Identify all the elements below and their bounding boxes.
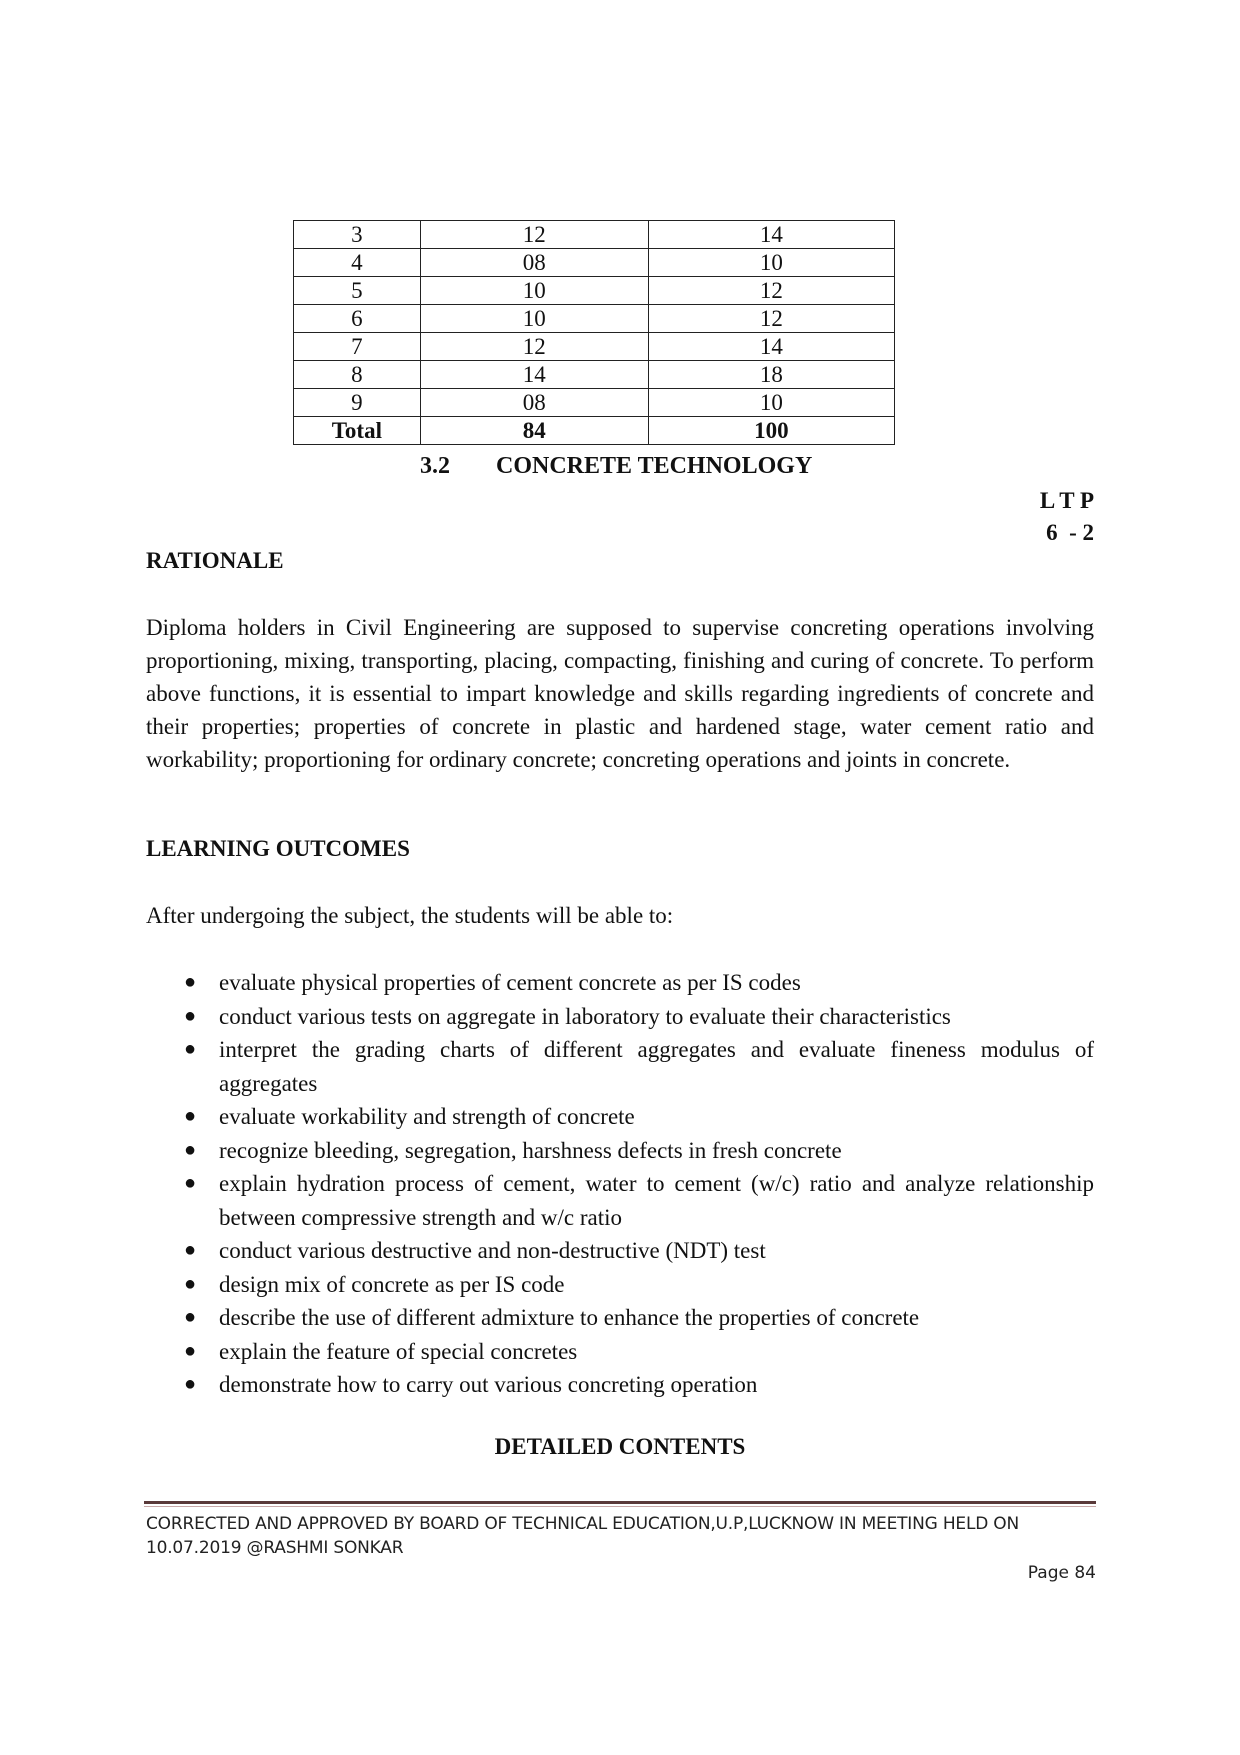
table-row — [294, 305, 895, 333]
table-row — [294, 361, 895, 389]
list-item-text: explain hydration process of cement, water to cement (w/c) ratio and analyze relationship between compressive strength and w/c ratio — [219, 1171, 1094, 1230]
bullet-icon: ● — [184, 971, 197, 993]
table-cell: 14 — [648, 221, 894, 249]
learning-outcomes-list — [146, 966, 1094, 1402]
bullet-icon: ● — [184, 1138, 197, 1161]
table-cell: 3 — [294, 221, 421, 249]
bullet-icon: ● — [184, 1105, 197, 1127]
list-item-text: interpret the grading charts of different aggregates and evaluate fineness modulus of aggregates — [219, 1037, 1094, 1096]
table-total-row — [294, 417, 895, 445]
list-item-text: evaluate workability and strength of concrete — [219, 1104, 635, 1129]
table-cell: 18 — [648, 361, 894, 389]
table-cell: 10 — [420, 277, 648, 305]
table-cell: 12 — [648, 305, 894, 333]
subject-name: CONCRETE TECHNOLOGY — [496, 453, 813, 479]
table-cell: 9 — [294, 389, 421, 417]
list-item — [146, 1134, 1094, 1168]
list-item-text: recognize bleeding, segregation, harshness defects in fresh concrete — [219, 1137, 842, 1163]
list-item — [146, 1000, 1094, 1034]
bullet-icon: ● — [184, 1272, 197, 1295]
ltp-block — [1040, 485, 1094, 549]
subject-title — [420, 453, 812, 480]
footer-divider-thin — [144, 1506, 1096, 1507]
bullet-icon: ● — [184, 1306, 197, 1328]
table-row — [294, 249, 895, 277]
list-item — [146, 1268, 1094, 1302]
list-item — [146, 1167, 1094, 1234]
table-cell: 12 — [420, 333, 648, 361]
list-item-text: explain the feature of special concretes — [219, 1338, 578, 1364]
list-item — [146, 1234, 1094, 1268]
table-cell: 6 — [294, 305, 421, 333]
table-cell: 12 — [648, 277, 894, 305]
list-item — [146, 1301, 1094, 1335]
table-cell: 08 — [420, 249, 648, 277]
subject-number: 3.2 — [420, 453, 450, 479]
bullet-icon: ● — [184, 1038, 197, 1060]
bullet-icon: ● — [184, 1339, 197, 1362]
ltp-header: L T P — [1039, 488, 1094, 513]
detailed-contents-heading: DETAILED CONTENTS — [494, 1434, 746, 1459]
footer-approval-note — [146, 1512, 1096, 1560]
table-cell: 14 — [648, 333, 894, 361]
bullet-icon: ● — [184, 1172, 197, 1194]
total-cell: 100 — [648, 417, 894, 445]
footer-divider — [144, 1501, 1096, 1504]
table-row — [294, 333, 895, 361]
list-item — [146, 1100, 1094, 1134]
table-cell: 8 — [294, 361, 421, 389]
total-label-cell: Total — [294, 417, 421, 445]
table-cell: 5 — [294, 277, 421, 305]
footer-line-1: CORRECTED AND APPROVED BY BOARD OF TECHNICAL EDUCATION,U.P,LUCKNOW IN MEETING HELD ON — [146, 1514, 1020, 1534]
table-row — [294, 221, 895, 249]
table-cell: 14 — [420, 361, 648, 389]
list-item — [146, 966, 1094, 1000]
table-row — [294, 389, 895, 417]
list-item-text: conduct various destructive and non-destructive (NDT) test — [219, 1238, 766, 1263]
list-item-text: evaluate physical properties of cement concrete as per IS codes — [219, 970, 801, 995]
ltp-values: 6 - 2 — [1046, 520, 1094, 545]
list-item — [146, 1368, 1094, 1402]
table-row — [294, 277, 895, 305]
learning-outcomes-intro: After undergoing the subject, the students will be able to: — [146, 903, 674, 928]
list-item-text: conduct various tests on aggregate in laboratory to evaluate their characteristics — [219, 1003, 951, 1029]
table-cell: 10 — [420, 305, 648, 333]
learning-outcomes-heading: LEARNING OUTCOMES — [146, 836, 410, 861]
page-number: Page 84 — [1027, 1563, 1096, 1583]
list-item — [146, 1335, 1094, 1369]
list-item-text: demonstrate how to carry out various concreting operation — [219, 1372, 758, 1397]
marks-distribution-table — [293, 220, 895, 445]
footer-line-2: 10.07.2019 @RASHMI SONKAR — [146, 1538, 404, 1558]
list-item-text: describe the use of different admixture to enhance the properties of concrete — [219, 1305, 920, 1330]
table-cell: 4 — [294, 249, 421, 277]
bullet-icon: ● — [184, 1373, 197, 1395]
table-cell: 12 — [420, 221, 648, 249]
marks-table-body — [294, 221, 895, 445]
total-cell: 84 — [420, 417, 648, 445]
list-item — [146, 1033, 1094, 1100]
bullet-icon: ● — [184, 1004, 197, 1027]
list-item-text: design mix of concrete as per IS code — [219, 1271, 565, 1297]
rationale-text: Diploma holders in Civil Engineering are supposed to supervise concreting operations involving proportioning, mixing, transporting, placing, compacting, finishing and curing of concrete. To perform above functions, it is essential to impart knowledge and skills regarding ingredients of concrete and their properties; properties of concrete in plastic and hardened stage, water cement ratio and workability; proportioning for ordinary concrete; concreting operations and joints in concrete. — [146, 615, 1094, 772]
rationale-heading: RATIONALE — [146, 548, 284, 573]
table-cell: 7 — [294, 333, 421, 361]
table-cell: 08 — [420, 389, 648, 417]
table-cell: 10 — [648, 389, 894, 417]
table-cell: 10 — [648, 249, 894, 277]
bullet-icon: ● — [184, 1239, 197, 1261]
